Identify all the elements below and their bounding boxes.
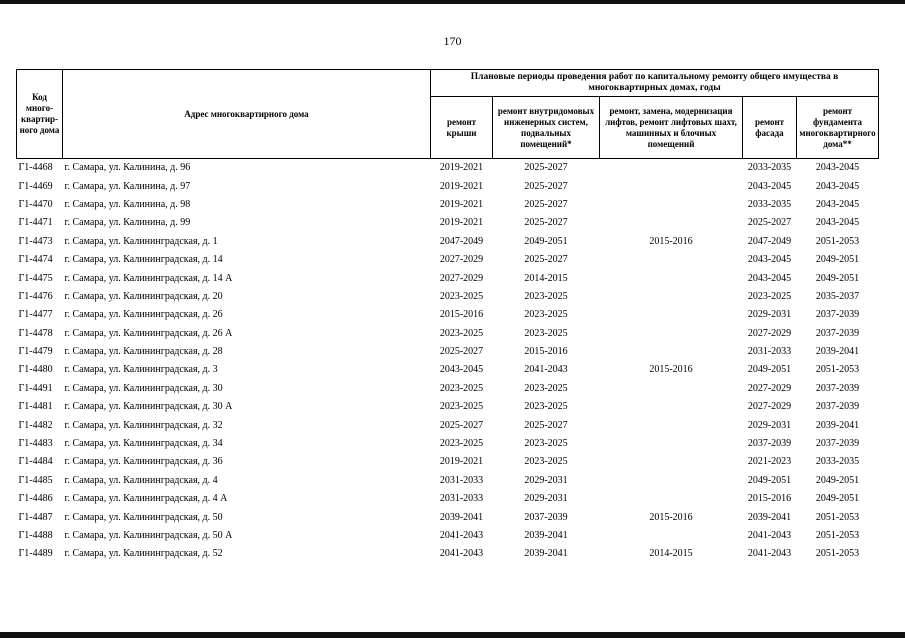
cell-code: Г1-4473 <box>18 235 53 247</box>
cell-roof: 2047-2049 <box>439 235 484 247</box>
cell-foundation: 2043-2045 <box>815 217 860 229</box>
cell-foundation: 2049-2051 <box>815 254 860 266</box>
table-row <box>17 196 879 214</box>
cell-elevator <box>600 527 743 545</box>
cell-elevator: 2014-2015 <box>649 548 693 560</box>
cell-foundation: 2037-2039 <box>815 382 860 394</box>
cell-code: Г1-4475 <box>18 272 53 284</box>
cell-facade: 2043-2045 <box>747 254 792 266</box>
cell-elevator <box>600 398 743 416</box>
table-row <box>17 490 879 508</box>
cell-code: Г1-4481 <box>18 401 53 413</box>
table-row <box>17 251 879 269</box>
table-row <box>17 269 879 287</box>
cell-facade: 2033-2035 <box>747 198 792 210</box>
cell-address: г. Самара, ул. Калининградская, д. 4 А <box>64 493 228 505</box>
cell-roof: 2019-2021 <box>439 198 484 210</box>
top-border-line <box>0 0 905 4</box>
cell-roof: 2027-2029 <box>439 272 484 284</box>
cell-elevator <box>600 490 743 508</box>
cell-foundation: 2051-2053 <box>815 235 860 247</box>
header-roof: ремонт крыши <box>431 97 493 159</box>
cell-elevator <box>600 453 743 471</box>
cell-address: г. Самара, ул. Калининградская, д. 50 А <box>64 530 233 541</box>
cell-engineering: 2015-2016 <box>524 346 568 358</box>
cell-foundation: 2043-2045 <box>815 180 860 192</box>
cell-engineering: 2023-2025 <box>524 327 568 339</box>
cell-code: Г1-4474 <box>18 254 53 266</box>
cell-address: г. Самара, ул. Калининградская, д. 30 <box>64 382 223 394</box>
cell-address: г. Самара, ул. Калининградская, д. 14 А <box>64 272 233 284</box>
cell-code: Г1-4486 <box>18 493 53 505</box>
cell-elevator <box>600 325 743 343</box>
cell-elevator <box>600 435 743 453</box>
header-work-periods: Плановые периоды проведения работ по капитальному ремонту общего имущества в многоквартирных домах, годы <box>431 70 879 97</box>
table-row <box>17 380 879 398</box>
cell-foundation: 2049-2051 <box>815 493 860 505</box>
cell-engineering: 2025-2027 <box>524 217 568 229</box>
cell-code: Г1-4477 <box>18 309 53 321</box>
cell-roof: 2031-2033 <box>439 493 484 505</box>
table-row <box>17 306 879 324</box>
cell-foundation: 2051-2053 <box>815 548 860 560</box>
cell-address: г. Самара, ул. Калининградская, д. 3 <box>64 364 218 376</box>
cell-address: г. Самара, ул. Калининградская, д. 26 А <box>64 327 233 339</box>
table-row <box>17 398 879 416</box>
cell-elevator <box>600 269 743 287</box>
cell-roof: 2041-2043 <box>439 530 484 541</box>
cell-address: г. Самара, ул. Калининградская, д. 14 <box>64 254 223 266</box>
cell-foundation: 2043-2045 <box>815 198 860 210</box>
cell-code: Г1-4489 <box>18 548 53 560</box>
cell-elevator <box>600 343 743 361</box>
cell-facade: 2039-2041 <box>747 511 792 523</box>
cell-engineering: 2023-2025 <box>524 309 568 321</box>
table-row <box>17 177 879 195</box>
cell-elevator <box>600 288 743 306</box>
cell-code: Г1-4487 <box>18 511 53 523</box>
cell-foundation: 2051-2053 <box>815 364 860 376</box>
cell-roof: 2023-2025 <box>439 290 484 302</box>
cell-elevator <box>600 251 743 269</box>
cell-code: Г1-4479 <box>18 346 53 358</box>
table-row <box>17 416 879 434</box>
cell-facade: 2025-2027 <box>747 217 792 229</box>
cell-elevator <box>600 177 743 195</box>
cell-roof: 2039-2041 <box>439 511 484 523</box>
cell-facade: 2015-2016 <box>747 493 792 505</box>
cell-address: г. Самара, ул. Калининградская, д. 36 <box>64 456 223 468</box>
cell-facade: 2023-2025 <box>747 290 792 302</box>
header-code: Код много-квартир-ного дома <box>17 70 63 159</box>
cell-roof: 2023-2025 <box>439 401 484 413</box>
cell-code: Г1-4476 <box>18 290 53 302</box>
table-row <box>17 545 879 563</box>
cell-foundation: 2037-2039 <box>815 327 860 339</box>
cell-engineering: 2037-2039 <box>524 511 568 523</box>
cell-engineering: 2023-2025 <box>524 438 568 450</box>
cell-address: г. Самара, ул. Калинина, д. 99 <box>64 217 191 229</box>
cell-roof: 2019-2021 <box>431 159 493 178</box>
cell-facade: 2041-2043 <box>747 530 792 541</box>
cell-facade: 2049-2051 <box>747 364 792 376</box>
cell-roof: 2041-2043 <box>439 548 484 560</box>
page-number: 170 <box>443 34 462 48</box>
table-row <box>17 361 879 379</box>
cell-elevator <box>600 159 743 178</box>
cell-foundation: 2035-2037 <box>815 290 860 302</box>
table-row <box>17 472 879 490</box>
table-row <box>17 214 879 232</box>
cell-foundation: 2037-2039 <box>815 401 860 413</box>
cell-engineering: 2025-2027 <box>524 419 568 431</box>
header-elevator: ремонт, замена, модернизация лифтов, ремонт лифтовых шахт, машинных и блочных помещений <box>600 97 743 159</box>
cell-code: Г1-4488 <box>18 530 53 541</box>
cell-facade: 2029-2031 <box>747 309 792 321</box>
header-engineering: ремонт внутридомовых инженерных систем, подвальных помещений* <box>493 97 600 159</box>
cell-facade: 2043-2045 <box>747 180 792 192</box>
cell-engineering: 2025-2027 <box>524 254 568 266</box>
cell-elevator: 2015-2016 <box>649 235 693 247</box>
cell-code: Г1-4470 <box>18 198 53 210</box>
cell-address: г. Самара, ул. Калининградская, д. 4 <box>64 474 218 486</box>
cell-elevator: 2015-2016 <box>649 364 693 376</box>
cell-address: г. Самара, ул. Калинина, д. 98 <box>64 198 191 210</box>
cell-code: Г1-4471 <box>18 217 53 229</box>
table-row <box>17 343 879 361</box>
table-row <box>17 325 879 343</box>
cell-engineering: 2039-2041 <box>524 548 568 560</box>
cell-address: г. Самара, ул. Калинина, д. 97 <box>64 180 191 192</box>
cell-engineering: 2023-2025 <box>524 401 568 413</box>
cell-code: Г1-4482 <box>18 419 53 431</box>
cell-engineering: 2014-2015 <box>524 272 568 284</box>
cell-facade: 2027-2029 <box>747 382 792 394</box>
cell-elevator <box>600 214 743 232</box>
repair-schedule-table <box>16 69 879 564</box>
cell-facade: 2029-2031 <box>747 419 792 431</box>
cell-engineering: 2039-2041 <box>524 530 568 541</box>
cell-engineering: 2029-2031 <box>524 474 568 486</box>
cell-code: Г1-4478 <box>18 327 53 339</box>
cell-facade: 2027-2029 <box>747 327 792 339</box>
cell-facade: 2041-2043 <box>747 548 792 560</box>
cell-facade: 2047-2049 <box>747 235 792 247</box>
cell-address: г. Самара, ул. Калининградская, д. 34 <box>64 438 223 450</box>
cell-facade: 2021-2023 <box>747 456 792 468</box>
cell-foundation: 2037-2039 <box>815 438 860 450</box>
cell-elevator <box>600 416 743 434</box>
cell-code: Г1-4491 <box>18 382 53 394</box>
cell-roof: 2027-2029 <box>439 254 484 266</box>
cell-address: г. Самара, ул. Калининградская, д. 50 <box>64 511 223 523</box>
cell-engineering: 2049-2051 <box>524 235 568 247</box>
cell-foundation: 2049-2051 <box>815 474 860 486</box>
cell-address: г. Самара, ул. Калининградская, д. 26 <box>64 309 223 321</box>
table-row <box>17 288 879 306</box>
cell-roof: 2015-2016 <box>439 309 484 321</box>
cell-code: Г1-4468 <box>17 159 63 178</box>
cell-address: г. Самара, ул. Калининградская, д. 20 <box>64 290 223 302</box>
cell-foundation: 2043-2045 <box>797 159 879 178</box>
table-row <box>17 508 879 526</box>
cell-roof: 2043-2045 <box>439 364 484 376</box>
cell-engineering: 2025-2027 <box>524 180 568 192</box>
cell-roof: 2019-2021 <box>439 180 484 192</box>
cell-facade: 2049-2051 <box>747 474 792 486</box>
cell-address: г. Самара, ул. Калининградская, д. 28 <box>64 346 223 358</box>
cell-elevator <box>600 472 743 490</box>
cell-facade: 2037-2039 <box>747 438 792 450</box>
cell-roof: 2025-2027 <box>439 419 484 431</box>
cell-elevator: 2015-2016 <box>649 511 693 523</box>
cell-code: Г1-4469 <box>18 180 53 192</box>
cell-roof: 2023-2025 <box>439 327 484 339</box>
cell-elevator <box>600 196 743 214</box>
cell-foundation: 2051-2053 <box>815 530 860 541</box>
header-address: Адрес многоквартирного дома <box>63 70 431 159</box>
cell-code: Г1-4485 <box>18 474 53 486</box>
cell-engineering: 2023-2025 <box>524 382 568 394</box>
cell-roof: 2025-2027 <box>439 346 484 358</box>
cell-address: г. Самара, ул. Калинина, д. 96 <box>63 159 431 178</box>
cell-address: г. Самара, ул. Калининградская, д. 30 А <box>64 401 233 413</box>
cell-roof: 2019-2021 <box>439 456 484 468</box>
header-foundation: ремонт фундамента многоквартирного дома** <box>797 97 879 159</box>
table-row <box>17 527 879 545</box>
cell-address: г. Самара, ул. Калининградская, д. 52 <box>64 548 223 560</box>
cell-foundation: 2037-2039 <box>815 309 860 321</box>
cell-engineering: 2023-2025 <box>524 290 568 302</box>
cell-facade: 2033-2035 <box>743 159 797 178</box>
cell-facade: 2043-2045 <box>747 272 792 284</box>
cell-roof: 2031-2033 <box>439 474 484 486</box>
cell-code: Г1-4480 <box>18 364 53 376</box>
table-row <box>17 435 879 453</box>
cell-foundation: 2039-2041 <box>815 346 860 358</box>
cell-engineering: 2041-2043 <box>524 364 568 376</box>
cell-engineering: 2025-2027 <box>493 159 600 178</box>
bottom-border-line <box>0 632 905 638</box>
cell-foundation: 2049-2051 <box>815 272 860 284</box>
cell-facade: 2027-2029 <box>747 401 792 413</box>
cell-code: Г1-4483 <box>18 438 53 450</box>
cell-roof: 2023-2025 <box>439 438 484 450</box>
cell-address: г. Самара, ул. Калининградская, д. 32 <box>64 419 223 431</box>
table-row <box>17 453 879 471</box>
header-facade: ремонт фасада <box>743 97 797 159</box>
table-row <box>17 159 879 178</box>
table-body <box>17 159 879 564</box>
cell-foundation: 2051-2053 <box>815 511 860 523</box>
cell-engineering: 2023-2025 <box>524 456 568 468</box>
cell-facade: 2031-2033 <box>747 346 792 358</box>
cell-roof: 2023-2025 <box>439 382 484 394</box>
cell-engineering: 2029-2031 <box>524 493 568 505</box>
cell-address: г. Самара, ул. Калининградская, д. 1 <box>64 235 218 247</box>
cell-elevator <box>600 380 743 398</box>
cell-engineering: 2025-2027 <box>524 198 568 210</box>
cell-foundation: 2033-2035 <box>815 456 860 468</box>
cell-code: Г1-4484 <box>18 456 53 468</box>
cell-elevator <box>600 306 743 324</box>
cell-foundation: 2039-2041 <box>815 419 860 431</box>
cell-roof: 2019-2021 <box>439 217 484 229</box>
table-row <box>17 233 879 251</box>
